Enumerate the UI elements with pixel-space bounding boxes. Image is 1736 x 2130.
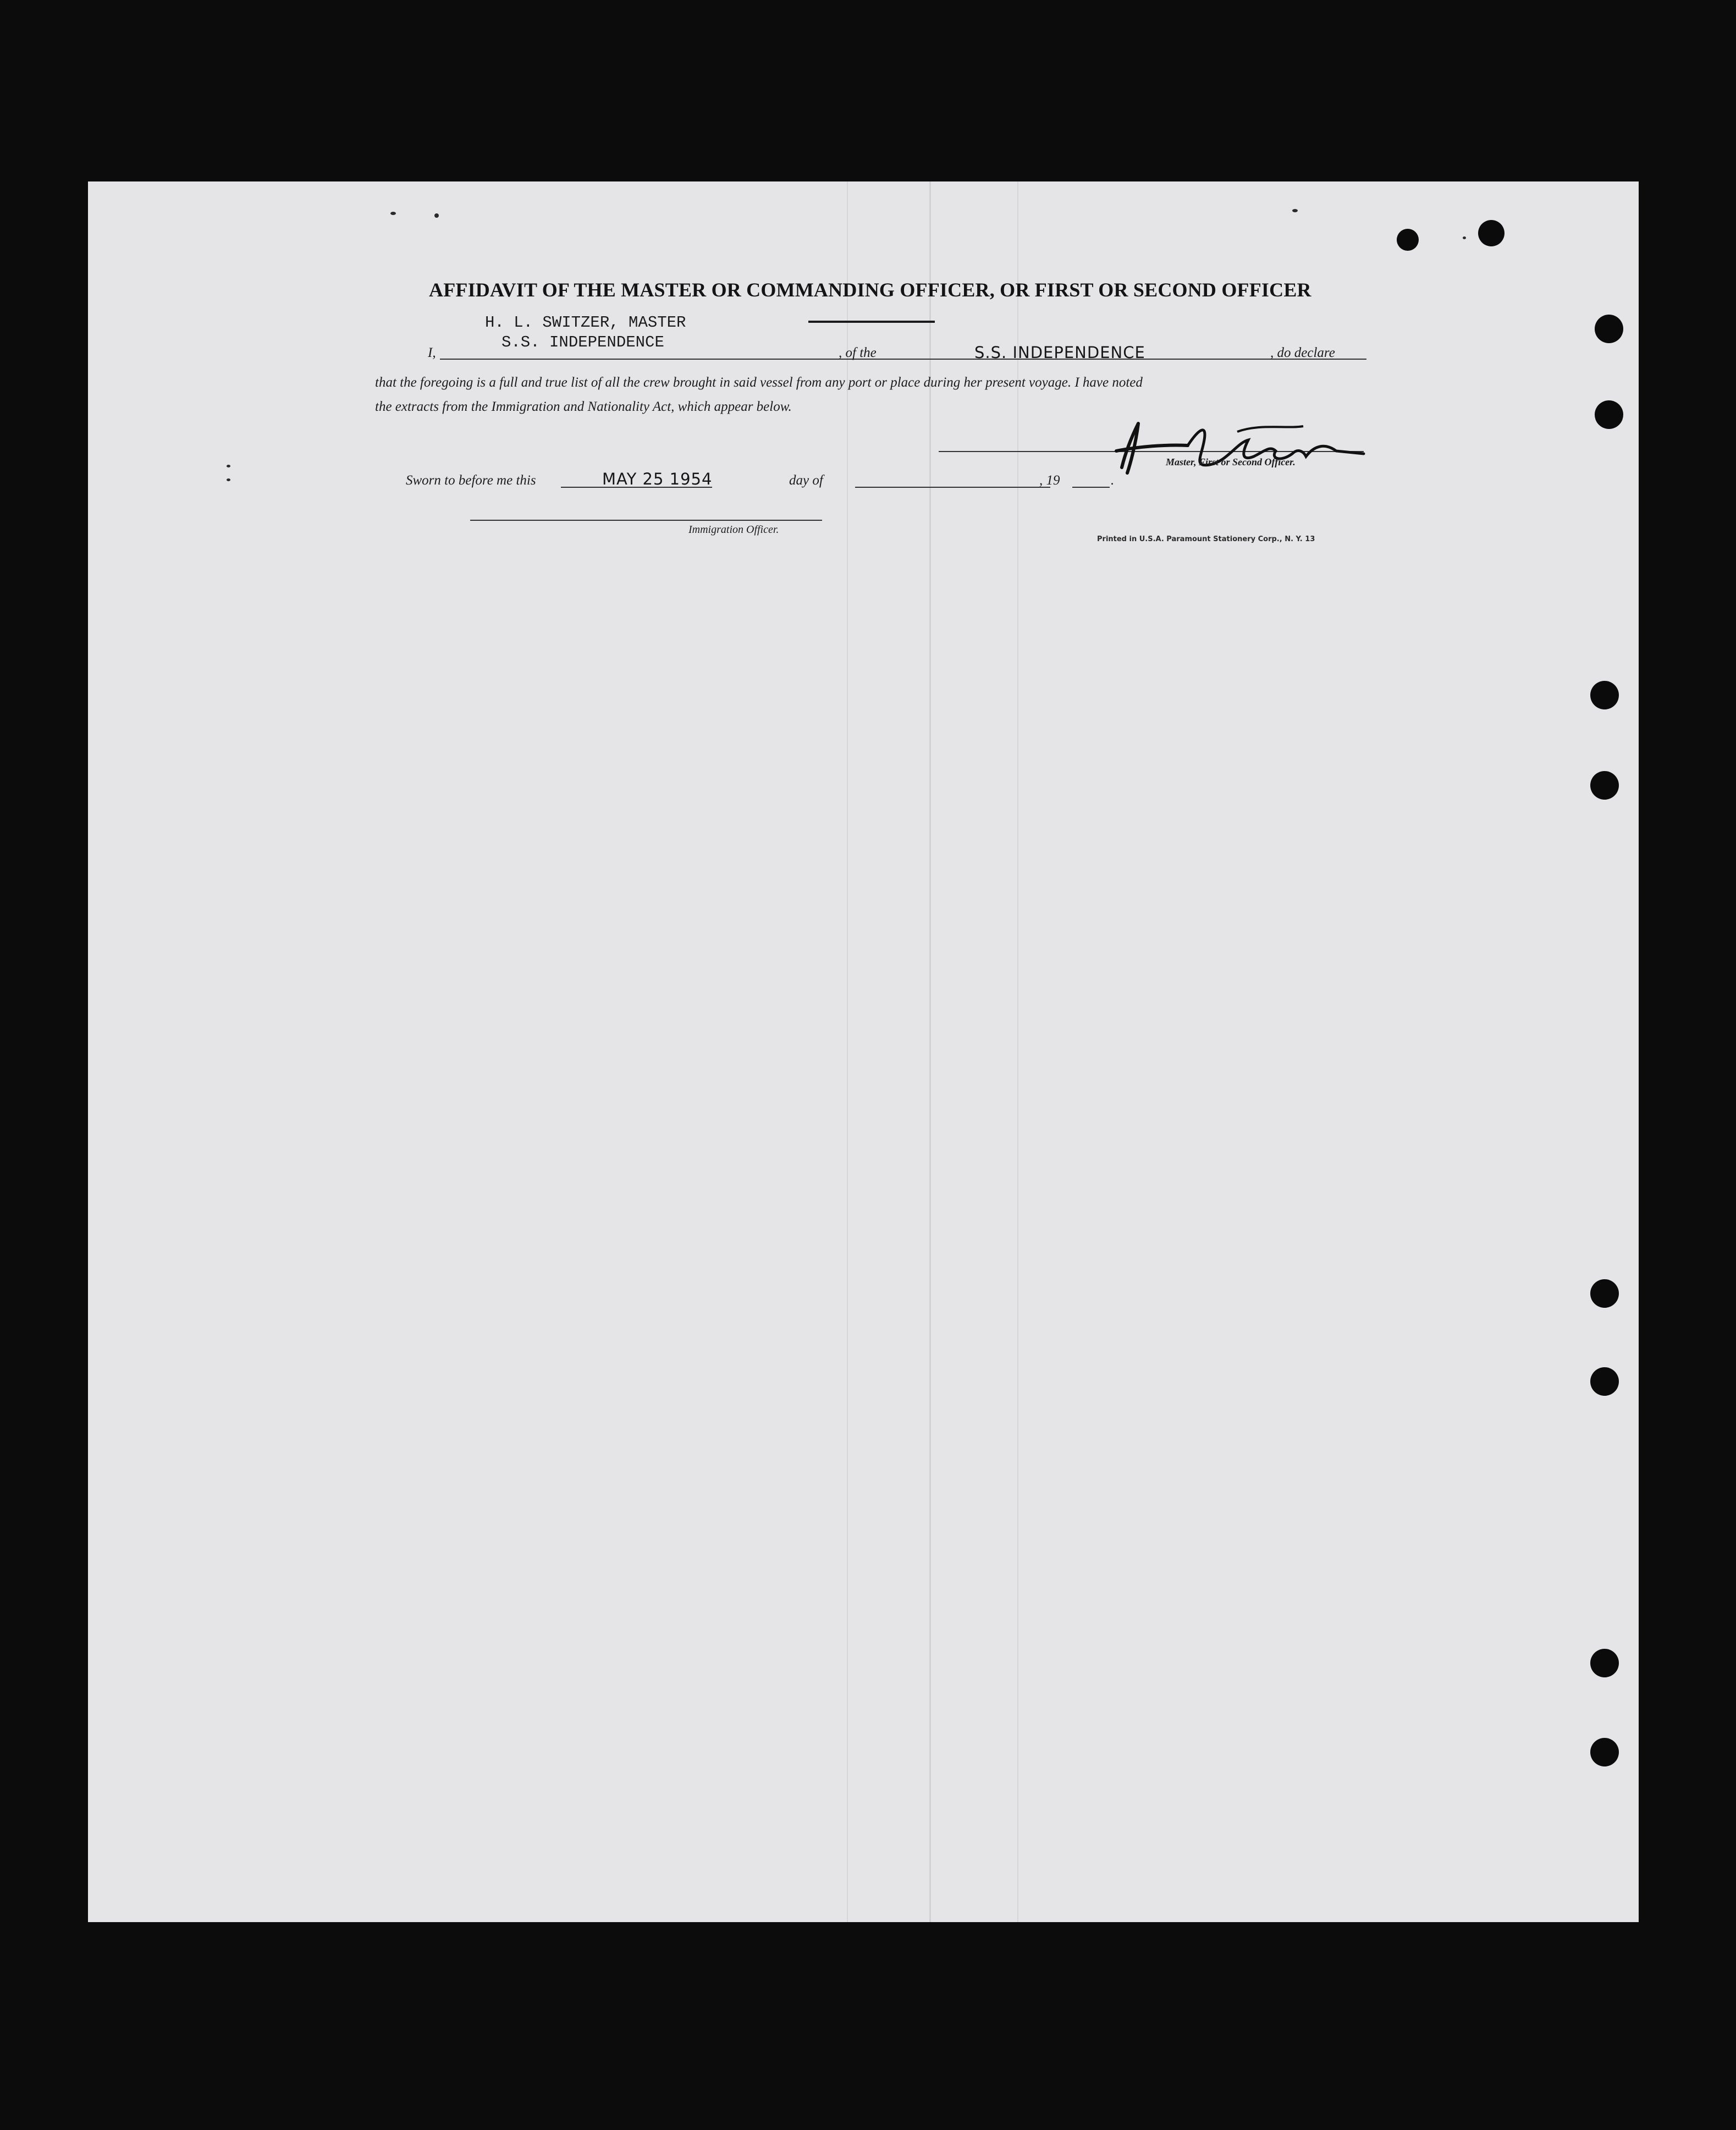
- typed-name-line2: S.S. INDEPENDENCE: [501, 333, 664, 351]
- binder-hole: [1590, 1367, 1619, 1396]
- page-title: AFFIDAVIT OF THE MASTER OR COMMANDING OFFICER, OR FIRST OR SECOND OFFICER: [429, 279, 1311, 301]
- paper-speck: [434, 213, 439, 218]
- paper-speck: [1292, 209, 1298, 212]
- title-underline: [808, 321, 935, 323]
- binder-hole: [1590, 681, 1619, 709]
- text-do-declare: , do declare: [1270, 345, 1335, 360]
- binder-hole: [1590, 1279, 1619, 1308]
- declaration-line1: that the foregoing is a full and true list of all the crew brought in said vessel from any port or place during her present voyage. I have noted: [375, 375, 1143, 390]
- month-blank-line: [855, 487, 1050, 488]
- binder-hole: [1595, 315, 1623, 343]
- sworn-date-stamp: MAY 25 1954: [602, 470, 713, 488]
- signature-caption: Master, First or Second Officer.: [1166, 456, 1296, 467]
- vessel-stamp: S.S. INDEPENDENCE: [974, 343, 1145, 362]
- handwritten-signature: [1105, 412, 1391, 484]
- fold-line: [1017, 181, 1018, 1922]
- paper-speck: [1463, 236, 1466, 239]
- binder-hole: [1590, 1738, 1619, 1766]
- text-of-the: , of the: [839, 345, 877, 360]
- fold-line: [929, 181, 931, 1922]
- declaration-line2: the extracts from the Immigration and Nationality Act, which appear below.: [375, 399, 792, 414]
- text-i: I,: [428, 345, 436, 360]
- paper-speck: [227, 465, 230, 467]
- officer-signature-line: [470, 520, 822, 521]
- binder-hole: [1590, 771, 1619, 800]
- paper-tear: [1478, 220, 1504, 246]
- paper-speck: [390, 212, 396, 215]
- year-end: .: [1111, 473, 1115, 488]
- day-of-label: day of: [789, 473, 823, 488]
- paper-speck: [227, 478, 230, 481]
- officer-caption: Immigration Officer.: [688, 524, 779, 536]
- sworn-label: Sworn to before me this: [406, 473, 536, 488]
- paper-tear: [1397, 229, 1419, 251]
- typed-name-line1: H. L. SWITZER, MASTER: [485, 313, 686, 332]
- name-blank-line: [440, 359, 907, 360]
- affidavit-page: [88, 181, 1639, 1922]
- binder-hole: [1595, 400, 1623, 429]
- year-prefix: , 19: [1039, 473, 1060, 488]
- year-blank-line: [1072, 487, 1110, 488]
- binder-hole: [1590, 1649, 1619, 1677]
- fold-line: [847, 181, 848, 1922]
- printer-credit: Printed in U.S.A. Paramount Stationery Corp., N. Y. 13: [1097, 535, 1315, 543]
